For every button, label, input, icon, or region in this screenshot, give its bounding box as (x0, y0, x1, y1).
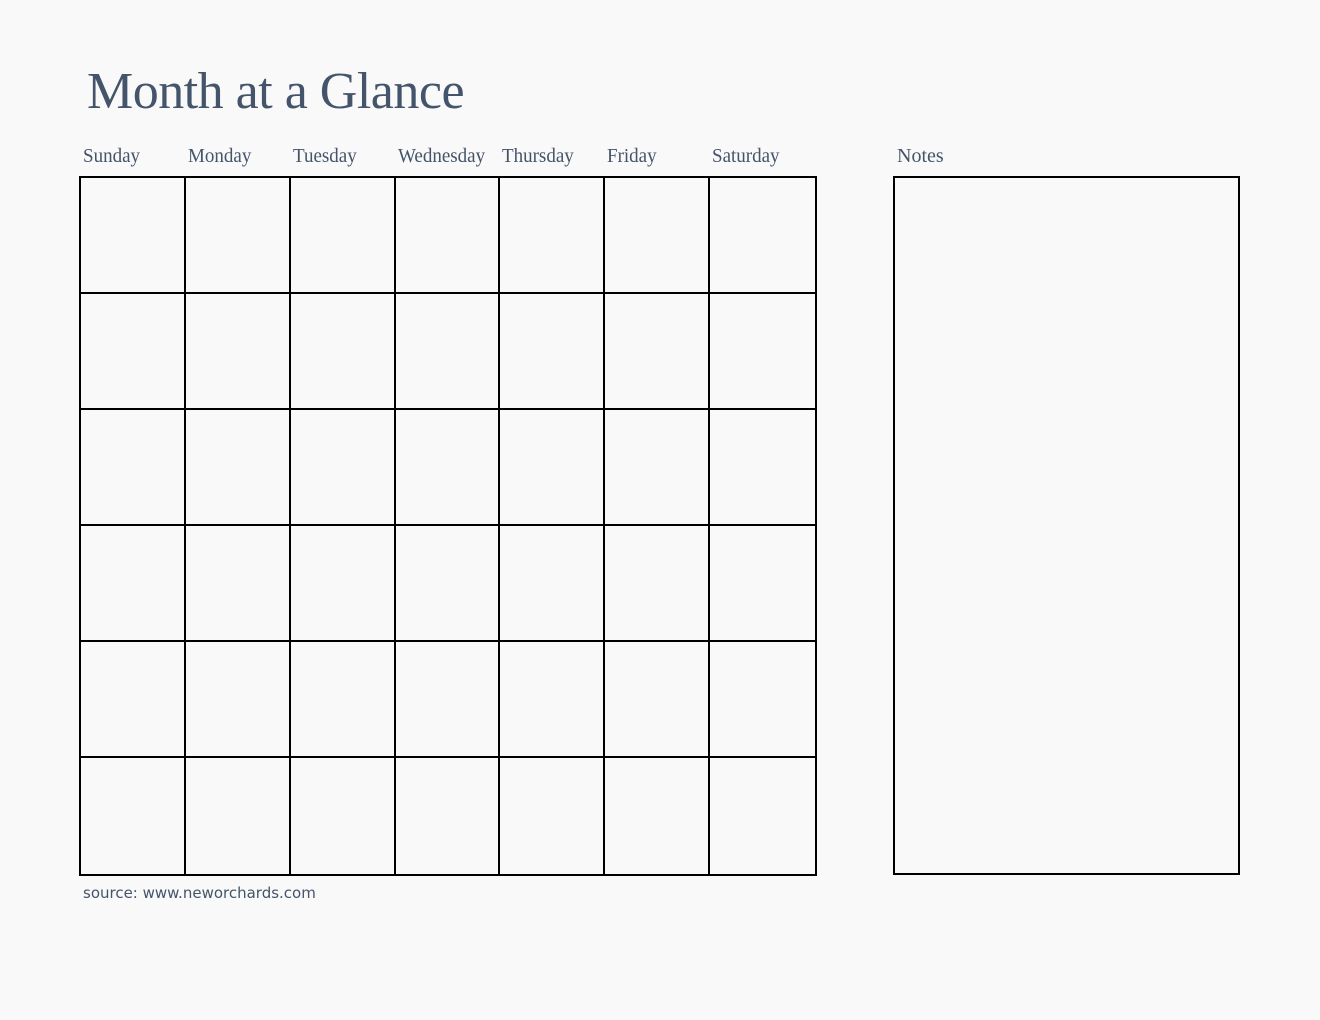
day-header-wednesday: Wednesday (398, 145, 486, 167)
day-cell-week6-tuesday[interactable] (291, 758, 396, 874)
day-header-sunday: Sunday (83, 145, 140, 167)
day-cell-week3-wednesday[interactable] (396, 410, 501, 526)
day-cell-week4-sunday[interactable] (81, 526, 186, 642)
day-cell-week3-thursday[interactable] (500, 410, 605, 526)
day-cell-week5-thursday[interactable] (500, 642, 605, 758)
day-cell-week1-tuesday[interactable] (291, 178, 396, 294)
page-title: Month at a Glance (87, 63, 465, 120)
day-cell-week3-tuesday[interactable] (291, 410, 396, 526)
notes-label: Notes (897, 145, 944, 167)
day-cell-week4-wednesday[interactable] (396, 526, 501, 642)
day-cell-week1-thursday[interactable] (500, 178, 605, 294)
day-cell-week4-saturday[interactable] (710, 526, 815, 642)
day-cell-week5-monday[interactable] (186, 642, 291, 758)
day-cell-week3-friday[interactable] (605, 410, 710, 526)
day-cell-week3-monday[interactable] (186, 410, 291, 526)
day-header-thursday: Thursday (502, 145, 574, 167)
source-note: source: www.neworchards.com (83, 884, 316, 902)
day-cell-week2-friday[interactable] (605, 294, 710, 410)
day-cell-week4-monday[interactable] (186, 526, 291, 642)
day-cell-week1-sunday[interactable] (81, 178, 186, 294)
day-cell-week3-sunday[interactable] (81, 410, 186, 526)
day-cell-week5-tuesday[interactable] (291, 642, 396, 758)
day-cell-week6-monday[interactable] (186, 758, 291, 874)
day-cell-week5-saturday[interactable] (710, 642, 815, 758)
day-cell-week2-thursday[interactable] (500, 294, 605, 410)
day-cell-week2-tuesday[interactable] (291, 294, 396, 410)
day-cell-week4-tuesday[interactable] (291, 526, 396, 642)
day-cell-week4-friday[interactable] (605, 526, 710, 642)
day-cell-week1-monday[interactable] (186, 178, 291, 294)
day-cell-week4-thursday[interactable] (500, 526, 605, 642)
day-header-tuesday: Tuesday (293, 145, 357, 167)
day-cell-week2-monday[interactable] (186, 294, 291, 410)
day-cell-week5-wednesday[interactable] (396, 642, 501, 758)
day-cell-week5-sunday[interactable] (81, 642, 186, 758)
day-cell-week5-friday[interactable] (605, 642, 710, 758)
day-cell-week6-thursday[interactable] (500, 758, 605, 874)
day-cell-week1-friday[interactable] (605, 178, 710, 294)
day-header-saturday: Saturday (712, 145, 780, 167)
day-cell-week2-sunday[interactable] (81, 294, 186, 410)
day-cell-week1-saturday[interactable] (710, 178, 815, 294)
calendar-grid (79, 176, 817, 876)
day-header-friday: Friday (607, 145, 657, 167)
day-cell-week6-friday[interactable] (605, 758, 710, 874)
day-cell-week3-saturday[interactable] (710, 410, 815, 526)
notes-box[interactable] (893, 176, 1240, 875)
day-cell-week2-saturday[interactable] (710, 294, 815, 410)
day-cell-week6-saturday[interactable] (710, 758, 815, 874)
day-cell-week2-wednesday[interactable] (396, 294, 501, 410)
day-cell-week6-wednesday[interactable] (396, 758, 501, 874)
day-cell-week1-wednesday[interactable] (396, 178, 501, 294)
day-cell-week6-sunday[interactable] (81, 758, 186, 874)
day-header-monday: Monday (188, 145, 252, 167)
